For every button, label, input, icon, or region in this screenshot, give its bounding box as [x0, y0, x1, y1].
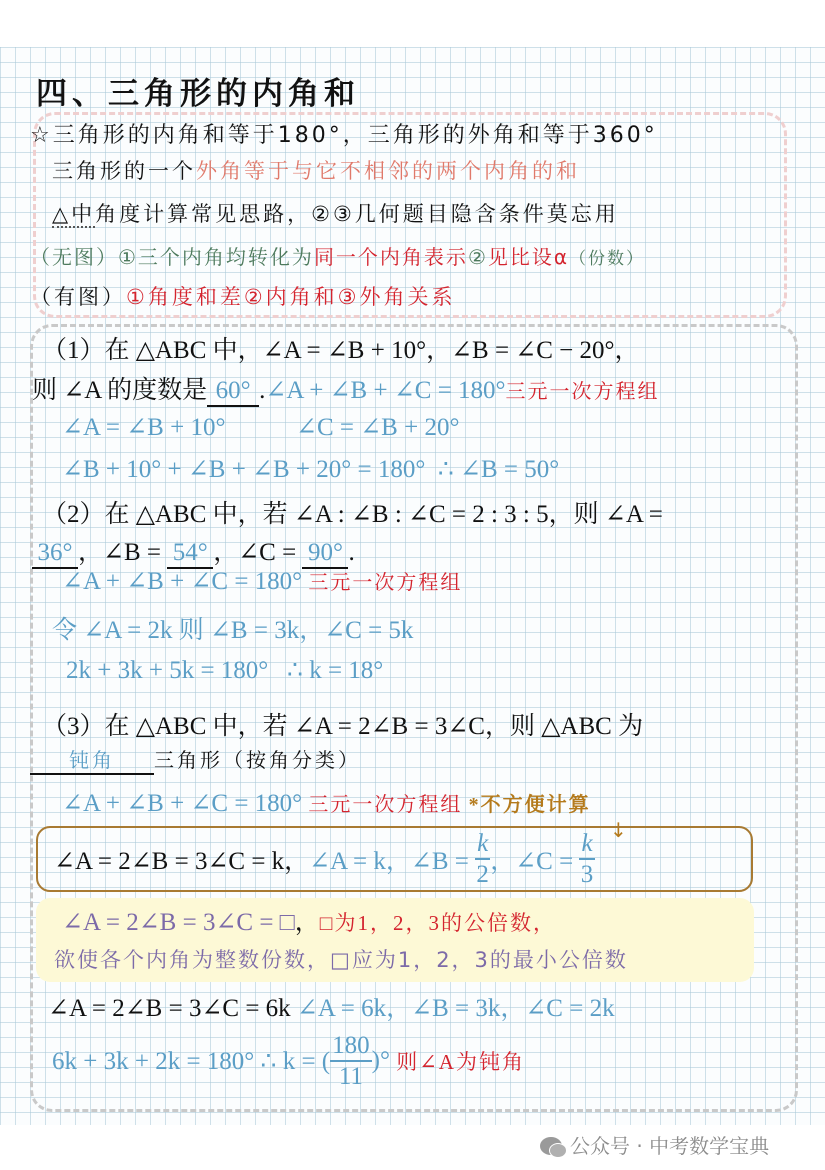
exterior-angle-prefix: 三角形的一个	[52, 159, 196, 183]
problem3-angle-a-b: ∠A = k，∠B =	[309, 848, 469, 875]
exterior-angle-theorem: 外角等于与它不相邻的两个内角的和	[196, 159, 580, 183]
problem3-question-line1: （3）在 △ABC 中，若 ∠A = 2∠B = 3∠C，则 △ABC 为	[42, 713, 644, 740]
with-figure-label: （有图）	[30, 285, 126, 309]
lcm-equation: ∠A = 2∠B = 3∠C = □	[62, 909, 295, 936]
fraction-numerator: k	[581, 830, 593, 858]
problem3-work-line	[62, 788, 591, 818]
lcm-line-1	[62, 902, 556, 938]
problem3-6k-setup: ∠A = 2∠B = 3∠C = 6k	[48, 995, 291, 1022]
triangle-wave-label: △中	[52, 202, 96, 226]
problem2-label-b: ，∠B =	[78, 539, 161, 566]
fraction-numerator: 180	[332, 1032, 370, 1060]
problem2-note: 三元一次方程组	[308, 572, 463, 594]
problem1-result: ∴ ∠B = 50°	[437, 456, 560, 483]
fraction-denominator: 2	[476, 860, 489, 888]
summary-line-4	[30, 241, 645, 270]
problem1-equation: ∠B + 10° + ∠B + ∠B + 20° = 180°	[62, 456, 426, 483]
fraction-denominator: 3	[580, 860, 594, 888]
no-figure-step1-highlight: 同一个内角表示	[313, 245, 468, 269]
problem3-angles-in-k: ∠A = 6k，∠B = 3k，∠C = 2k	[296, 995, 615, 1022]
problem1-step2	[62, 454, 559, 484]
problem2-answer-c: 90°	[302, 539, 348, 569]
wechat-icon	[540, 1137, 562, 1155]
down-arrow-icon: ↓	[610, 818, 627, 842]
problem1-note: 三元一次方程组	[505, 381, 660, 403]
section-title: 四、三角形的内角和	[36, 76, 360, 112]
problem2-period: .	[348, 539, 355, 566]
problem3-fraction-c	[579, 831, 594, 887]
summary-line-2	[52, 155, 580, 185]
problem3-k-fraction	[330, 1033, 372, 1089]
problem2-question-line1: （2）在 △ABC 中，若 ∠A : ∠B : ∠C = 2 : 3 : 5，则 ∠A =	[42, 501, 663, 528]
problem3-question-line2	[30, 744, 361, 775]
degree-close: )°	[371, 1047, 390, 1074]
problem3-angle-sum: ∠A + ∠B + ∠C = 180°	[62, 790, 303, 817]
problem3-equation: 6k + 3k + 2k = 180° ∴ k = (	[52, 1048, 331, 1075]
problem3-framed-line	[54, 830, 595, 888]
problem2-label-c: ，∠C =	[213, 539, 297, 566]
problem2-answer-b: 54°	[167, 539, 213, 569]
problem3-note: 三元一次方程组	[308, 794, 463, 816]
problem3-k-setup: ∠A = 2∠B = 3∠C = k，	[54, 848, 310, 875]
problem3-fraction-b	[475, 831, 490, 887]
problem1-answer-blank: 60°	[207, 377, 259, 407]
fraction-numerator: k	[477, 830, 489, 858]
fraction-bar	[330, 1060, 372, 1062]
footer-attribution	[540, 1130, 769, 1159]
problem2-step2	[66, 655, 383, 685]
problem2-work-line	[62, 566, 462, 596]
problem1-step1b: ∠C = ∠B + 20°	[296, 414, 460, 441]
problem1-prompt: 则 ∠A 的度数是	[32, 377, 208, 404]
footer-text: 公众号 · 中考数学宝典	[570, 1134, 770, 1158]
problem3-angle-c: ，∠C =	[490, 848, 574, 875]
fraction-denominator: 11	[338, 1062, 363, 1090]
problem1-step1a: ∠A = ∠B + 10°	[62, 414, 226, 441]
problem1-angle-sum: ∠A + ∠B + ∠C = 180°	[265, 377, 506, 404]
fraction-bar	[475, 858, 490, 860]
no-figure-step2: 见比设α	[487, 245, 570, 269]
problem3-prompt-suffix: 三角形（按角分类）	[154, 750, 361, 772]
comma: ，	[294, 909, 320, 936]
lcm-line-2: 欲使各个内角为整数份数，□应为1，2，3的最小公倍数	[54, 948, 628, 972]
problem1-question-line2	[32, 370, 660, 407]
problem3-conclusion: 则∠A为钝角	[396, 1050, 525, 1074]
problem2-question-line2	[32, 532, 355, 569]
problem3-warning: *不方便计算	[468, 794, 591, 816]
problem2-result: ∴ k = 18°	[287, 657, 384, 684]
problem2-angle-sum: ∠A + ∠B + ∠C = 180°	[62, 568, 303, 595]
problem2-answer-a: 36°	[32, 539, 78, 569]
summary-line-3	[52, 198, 619, 228]
problem3-answer-blank: 钝角	[30, 744, 154, 775]
fraction-bar	[579, 858, 594, 860]
problem2-equation: 2k + 3k + 5k = 180°	[66, 657, 269, 684]
problem3-step2	[52, 1028, 525, 1094]
problem1-period: .	[259, 377, 266, 404]
no-figure-label: （无图）	[30, 245, 118, 269]
with-figure-steps: ①角度和差②内角和③外角关系	[126, 285, 456, 309]
summary-line-5	[30, 281, 455, 311]
problem2-step1: 令 ∠A = 2k 则 ∠B = 3k，∠C = 5k	[52, 617, 414, 644]
lcm-common-multiple-note: □为1，2，3的公倍数，	[319, 911, 556, 935]
no-figure-step2-number: ②	[467, 245, 488, 269]
problem3-step1	[48, 988, 615, 1024]
no-figure-step2-note: （份数）	[569, 249, 646, 269]
summary-line-1: ☆三角形的内角和等于180°，三角形的外角和等于360°	[30, 123, 658, 148]
angle-calc-approach: 角度计算常见思路，②③几何题目隐含条件莫忘用	[95, 202, 619, 226]
problem1-question-line1: （1）在 △ABC 中，∠A = ∠B + 10°，∠B = ∠C − 20°，	[42, 337, 640, 364]
no-figure-step1: ①三个内角均转化为	[118, 245, 314, 269]
